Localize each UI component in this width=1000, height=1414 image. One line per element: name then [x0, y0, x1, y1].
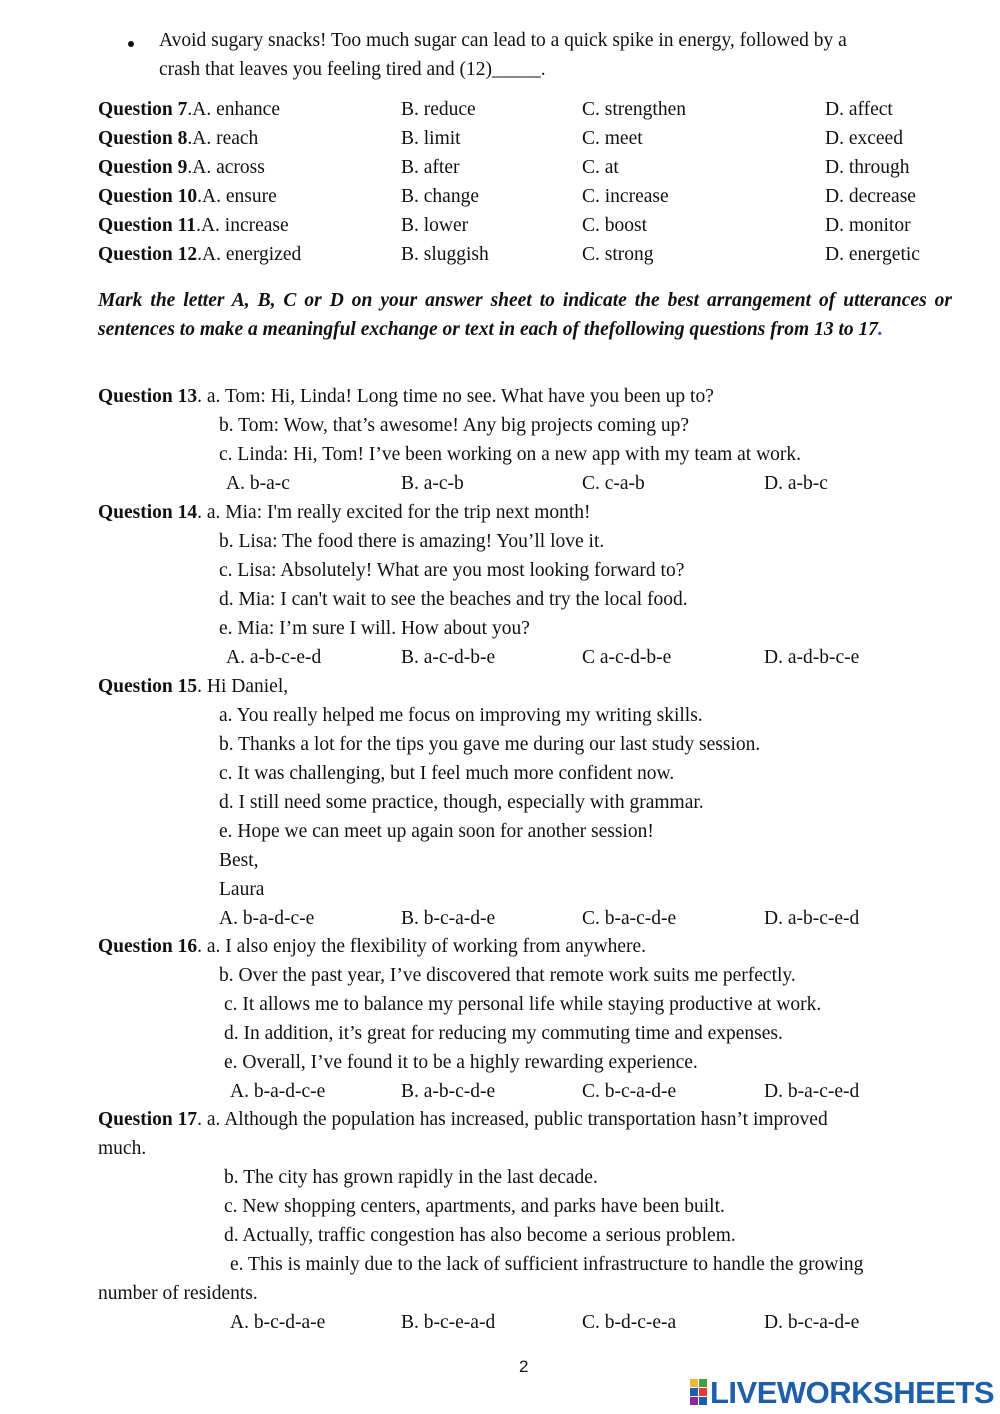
page-number: 2	[519, 1357, 529, 1376]
q16-line-d: d. In addition, it’s great for reducing my commuting time and expenses.	[224, 1023, 783, 1044]
option-c: C. increase	[582, 186, 669, 207]
q15-option-c: C. b-a-c-d-e	[582, 908, 677, 929]
q17-line-c: c. New shopping centers, apartments, and parks have been built.	[224, 1196, 725, 1217]
bullet-line-2: crash that leaves you feeling tired and (12)_____.	[159, 59, 546, 80]
q13-line-c: c. Linda: Hi, Tom! I’ve been working on a new app with my team at work.	[219, 444, 802, 465]
q15-line-b: b. Thanks a lot for the tips you gave me during our last study session.	[219, 734, 761, 755]
q14-option-c: C a-c-d-b-e	[582, 647, 672, 668]
q15-closing: Best,	[219, 850, 259, 871]
q17-option-c: C. b-d-c-e-a	[582, 1312, 677, 1333]
q15-line-a: a. You really helped me focus on improving my writing skills.	[219, 705, 703, 726]
q14-line-a: Question 14. a. Mia: I'm really excited for the trip next month!	[98, 502, 591, 523]
question-label: Question 8.A. reach	[98, 128, 259, 149]
q16-line-c: c. It allows me to balance my personal life while staying productive at work.	[224, 994, 822, 1015]
bullet-dot	[128, 41, 134, 47]
option-b: B. sluggish	[401, 244, 489, 265]
q14-option-b: B. a-c-d-b-e	[401, 647, 496, 668]
q13-option-d: D. a-b-c	[764, 473, 828, 494]
q17-line-b: b. The city has grown rapidly in the last decade.	[224, 1167, 598, 1188]
question-label: Question 7.A. enhance	[98, 99, 280, 120]
option-b: B. lower	[401, 215, 469, 236]
option-d: D. decrease	[825, 186, 916, 207]
q14-line-e: e. Mia: I’m sure I will. How about you?	[219, 618, 530, 639]
q16-option-b: B. a-b-c-d-e	[401, 1081, 496, 1102]
q13-option-b: B. a-c-b	[401, 473, 464, 494]
q16-option-d: D. b-a-c-e-d	[764, 1081, 860, 1102]
option-b: B. limit	[401, 128, 461, 149]
q17-line-a: Question 17. a. Although the population has increased, public transportation hasn’t improved	[98, 1109, 828, 1130]
q13-option-c: C. c-a-b	[582, 473, 645, 494]
liveworksheets-logo	[690, 1374, 994, 1410]
q17-option-b: B. b-c-e-a-d	[401, 1312, 496, 1333]
q17-option-d: D. b-c-a-d-e	[764, 1312, 860, 1333]
liveworksheets-brand-text: LIVEWORKSHEETS	[710, 1374, 995, 1410]
option-c: C. strengthen	[582, 99, 686, 120]
q15-line-d: d. I still need some practice, though, especially with grammar.	[219, 792, 704, 813]
option-c: C. boost	[582, 215, 648, 236]
q17-line-a-cont: much.	[98, 1138, 147, 1159]
q16-line-b: b. Over the past year, I’ve discovered that remote work suits me perfectly.	[219, 965, 796, 986]
q16-option-a: A. b-a-d-c-e	[230, 1081, 326, 1102]
option-b: B. after	[401, 157, 460, 178]
option-c: C. meet	[582, 128, 643, 149]
q13-line-b: b. Tom: Wow, that’s awesome! Any big projects coming up?	[219, 415, 690, 436]
q17-line-d: d. Actually, traffic congestion has also become a serious problem.	[224, 1225, 736, 1246]
q15-line-e: e. Hope we can meet up again soon for another session!	[219, 821, 654, 842]
q15-greeting: Question 15. Hi Daniel,	[98, 676, 289, 697]
q15-signature: Laura	[219, 879, 265, 900]
option-d: D. monitor	[825, 215, 911, 236]
liveworksheets-logo-icon	[690, 1377, 708, 1407]
option-d: D. affect	[825, 99, 893, 120]
q13-option-a: A. b-a-c	[226, 473, 290, 494]
q16-line-e: e. Overall, I’ve found it to be a highly rewarding experience.	[224, 1052, 698, 1073]
question-label: Question 9.A. across	[98, 157, 265, 178]
question-label: Question 12.A. energized	[98, 244, 302, 265]
q17-line-e: e. This is mainly due to the lack of sufficient infrastructure to handle the growing	[230, 1254, 864, 1275]
q17-line-e-cont: number of residents.	[98, 1283, 258, 1304]
q15-option-d: D. a-b-c-e-d	[764, 908, 860, 929]
q15-option-a: A. b-a-d-c-e	[219, 908, 315, 929]
option-c: C. at	[582, 157, 619, 178]
q14-option-a: A. a-b-c-e-d	[226, 647, 322, 668]
q14-line-b: b. Lisa: The food there is amazing! You’ll love it.	[219, 531, 605, 552]
q14-option-d: D. a-d-b-c-e	[764, 647, 860, 668]
option-d: D. through	[825, 157, 910, 178]
section-instruction: Mark the letter A, B, C or D on your answer sheet to indicate the best arrangement of utterances or sentences to make a meaningful exchange or text in each of thefollowing questions from 13 to 17.	[98, 290, 952, 340]
q14-line-d: d. Mia: I can't wait to see the beaches and try the local food.	[219, 589, 688, 610]
q16-option-c: C. b-c-a-d-e	[582, 1081, 677, 1102]
option-d: D. energetic	[825, 244, 920, 265]
q13-line-a: Question 13. a. Tom: Hi, Linda! Long time no see. What have you been up to?	[98, 386, 714, 407]
option-b: B. change	[401, 186, 479, 207]
question-label: Question 10.A. ensure	[98, 186, 277, 207]
option-b: B. reduce	[401, 99, 476, 120]
option-d: D. exceed	[825, 128, 903, 149]
question-label: Question 11.A. increase	[98, 215, 289, 236]
q15-option-b: B. b-c-a-d-e	[401, 908, 496, 929]
q17-option-a: A. b-c-d-a-e	[230, 1312, 326, 1333]
q16-line-a: Question 16. a. I also enjoy the flexibility of working from anywhere.	[98, 936, 647, 957]
q14-line-c: c. Lisa: Absolutely! What are you most looking forward to?	[219, 560, 685, 581]
option-c: C. strong	[582, 244, 654, 265]
bullet-line-1: Avoid sugary snacks! Too much sugar can lead to a quick spike in energy, followed by a	[159, 30, 847, 51]
q15-line-c: c. It was challenging, but I feel much more confident now.	[219, 763, 675, 784]
